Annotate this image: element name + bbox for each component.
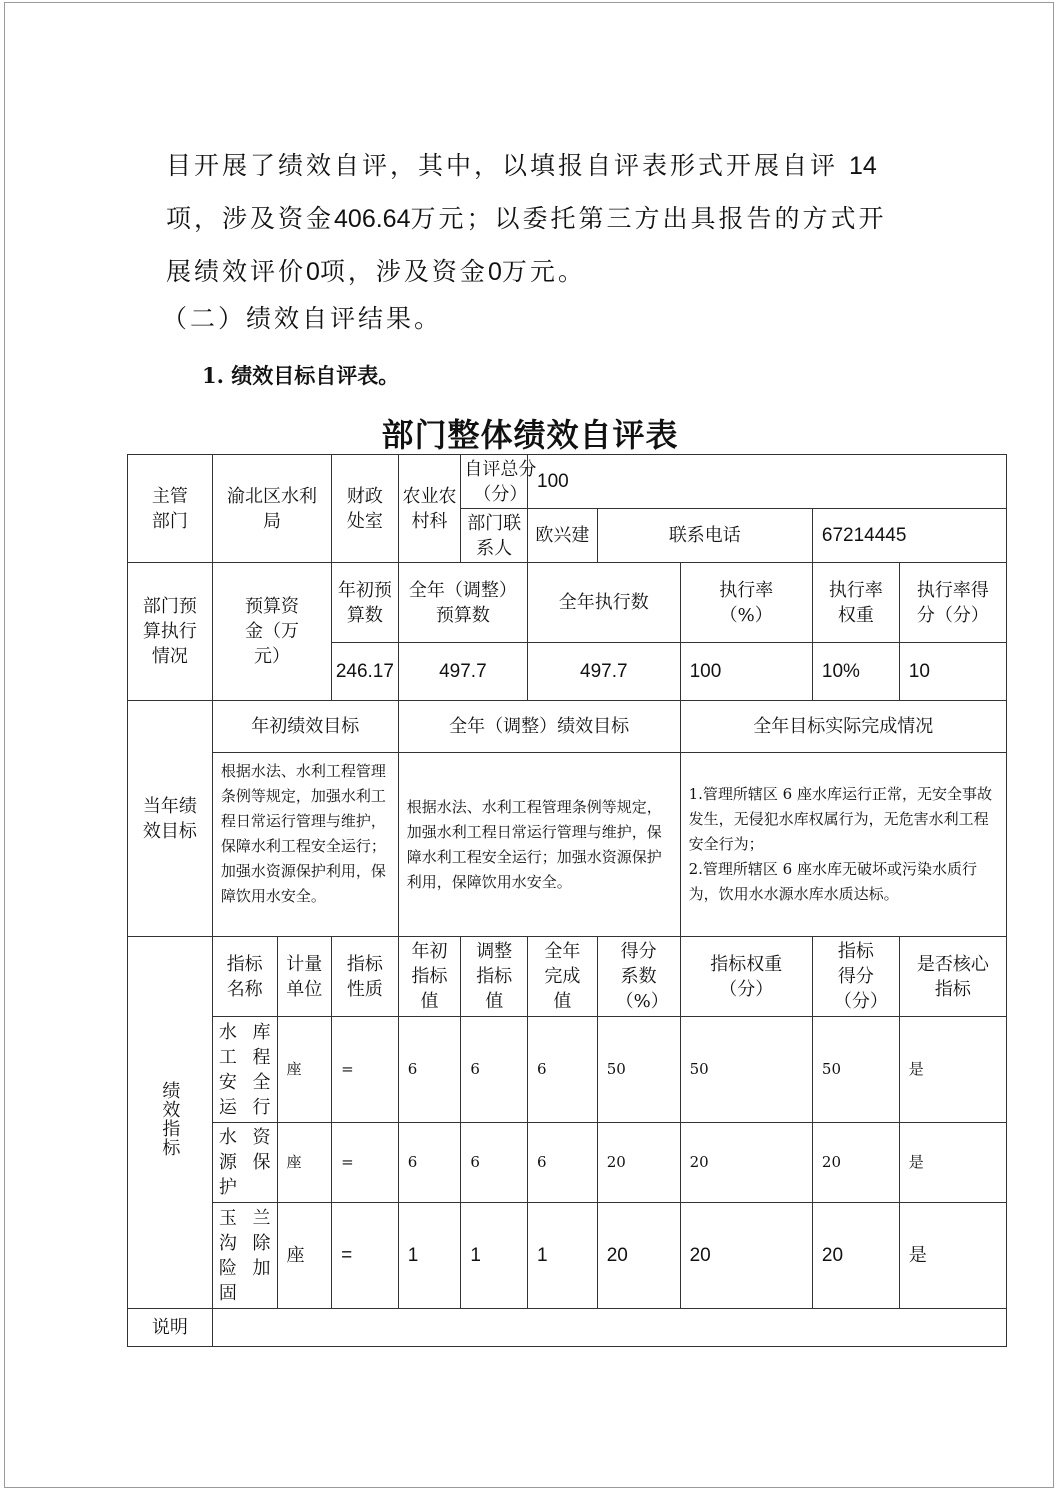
exec-rate-value: 100 — [680, 643, 812, 701]
indicator-nature: = — [332, 1123, 399, 1203]
subheading: 1. 绩效目标自评表。 — [202, 363, 400, 388]
note-value — [212, 1309, 1006, 1347]
intro-line-3: 展绩效评价0项，涉及资金0万元。 — [166, 257, 586, 286]
col-initial-goal: 年初绩效目标 — [212, 701, 398, 753]
indicator-unit: 座 — [277, 1123, 332, 1203]
performance-table — [127, 454, 1007, 1347]
indicator-completed: 1 — [528, 1203, 598, 1309]
indicator-core: 是 — [899, 1017, 1006, 1123]
ind-header-completed: 全年完成值 — [528, 937, 598, 1017]
contact-label: 部门联系人 — [461, 509, 528, 563]
indicator-coefficient: 20 — [597, 1123, 680, 1203]
col-adjusted-goal: 全年（调整）绩效目标 — [398, 701, 680, 753]
indicator-score: 50 — [812, 1017, 899, 1123]
finance-label: 财政处室 — [332, 455, 399, 563]
ind-header-adjusted: 调整指标值 — [461, 937, 528, 1017]
dept-value: 渝北区水利局 — [212, 455, 331, 563]
intro-line-1: 目开展了绩效自评，其中，以填报自评表形式开展自评 14 — [166, 151, 877, 180]
indicator-initial: 6 — [398, 1123, 461, 1203]
contact-value: 欧兴建 — [528, 509, 598, 563]
note-label: 说明 — [128, 1309, 213, 1347]
score-label: 自评总分（分） — [461, 455, 528, 509]
indicator-name: 玉兰沟除险加固 — [212, 1203, 277, 1309]
ind-header-score: 指标得分（分） — [812, 937, 899, 1017]
table-title: 部门整体绩效自评表 — [381, 416, 679, 454]
intro-line-2: 项，涉及资金406.64万元；以委托第三方出具报告的方式开 — [166, 204, 887, 233]
indicators-section-label: 绩效指标 — [128, 937, 213, 1309]
indicator-adjusted: 6 — [461, 1123, 528, 1203]
indicator-core: 是 — [899, 1123, 1006, 1203]
ind-header-initial: 年初指标值 — [398, 937, 461, 1017]
indicator-unit: 座 — [277, 1017, 332, 1123]
ind-header-nature: 指标性质 — [332, 937, 399, 1017]
budget-section-label: 部门预算执行情况 — [128, 563, 213, 701]
rate-score-value: 10 — [899, 643, 1006, 701]
indicator-nature: = — [332, 1017, 399, 1123]
indicator-weight: 20 — [680, 1203, 812, 1309]
indicator-completed: 6 — [528, 1123, 598, 1203]
col-executed: 全年执行数 — [528, 563, 681, 643]
indicator-coefficient: 20 — [597, 1203, 680, 1309]
actual-goal-line-1: 1.管理所辖区 6 座水库运行正常，无安全事故发生，无侵犯水库权属行为，无危害水利工程安全行为； — [688, 785, 992, 853]
dept-label: 主管部门 — [128, 455, 213, 563]
indicator-initial: 1 — [398, 1203, 461, 1309]
indicator-adjusted: 1 — [461, 1203, 528, 1309]
col-actual-goal: 全年目标实际完成情况 — [680, 701, 1006, 753]
col-exec-rate: 执行率（%） — [680, 563, 812, 643]
table-row — [128, 1017, 1007, 1123]
indicator-score: 20 — [812, 1203, 899, 1309]
indicator-weight: 50 — [680, 1017, 812, 1123]
indicator-adjusted: 6 — [461, 1017, 528, 1123]
finance-value: 农业农村科 — [398, 455, 461, 563]
initial-budget-value: 246.17 — [332, 643, 399, 701]
phone-label: 联系电话 — [597, 509, 812, 563]
indicator-weight: 20 — [680, 1123, 812, 1203]
executed-value: 497.7 — [528, 643, 681, 701]
indicator-initial: 6 — [398, 1017, 461, 1123]
rate-weight-value: 10% — [812, 643, 899, 701]
funds-label: 预算资金（万元） — [212, 563, 331, 701]
indicator-core: 是 — [899, 1203, 1006, 1309]
actual-goal-line-2: 2.管理所辖区 6 座水库无破坏或污染水质行为，饮用水水源水库水质达标。 — [688, 860, 977, 903]
adjusted-goal-text: 根据水法、水利工程管理条例等规定，加强水利工程日常运行管理与维护，保障水利工程安全运行；加强水资源保护利用，保障饮用水安全。 — [398, 753, 680, 937]
ind-header-weight: 指标权重（分） — [680, 937, 812, 1017]
indicator-name: 水库工程安全运行 — [212, 1017, 277, 1123]
indicator-coefficient: 50 — [597, 1017, 680, 1123]
table-row — [128, 1203, 1007, 1309]
col-adjusted-budget: 全年（调整）预算数 — [398, 563, 527, 643]
ind-header-name: 指标名称 — [212, 937, 277, 1017]
ind-header-core: 是否核心指标 — [899, 937, 1006, 1017]
indicator-name: 水资源保护 — [212, 1123, 277, 1203]
indicator-nature: = — [332, 1203, 399, 1309]
adjusted-budget-value: 497.7 — [398, 643, 527, 701]
ind-header-coefficient: 得分系数（%） — [597, 937, 680, 1017]
phone-value: 67214445 — [812, 509, 1006, 563]
score-value: 100 — [528, 455, 1007, 509]
ind-header-unit: 计量单位 — [277, 937, 332, 1017]
col-rate-weight: 执行率权重 — [812, 563, 899, 643]
actual-goal-text — [680, 753, 1006, 937]
indicator-score: 20 — [812, 1123, 899, 1203]
section-heading: （二）绩效自评结果。 — [162, 304, 443, 333]
initial-goal-text: 根据水法、水利工程管理条例等规定，加强水利工程日常运行管理与维护，保障水利工程安全运行；加强水资源保护利用，保障饮用水安全。 — [212, 753, 398, 937]
table-row — [128, 1123, 1007, 1203]
indicator-completed: 6 — [528, 1017, 598, 1123]
col-initial-budget: 年初预算数 — [332, 563, 399, 643]
indicator-unit: 座 — [277, 1203, 332, 1309]
goals-section-label: 当年绩效目标 — [128, 701, 213, 937]
col-rate-score: 执行率得分（分） — [899, 563, 1006, 643]
